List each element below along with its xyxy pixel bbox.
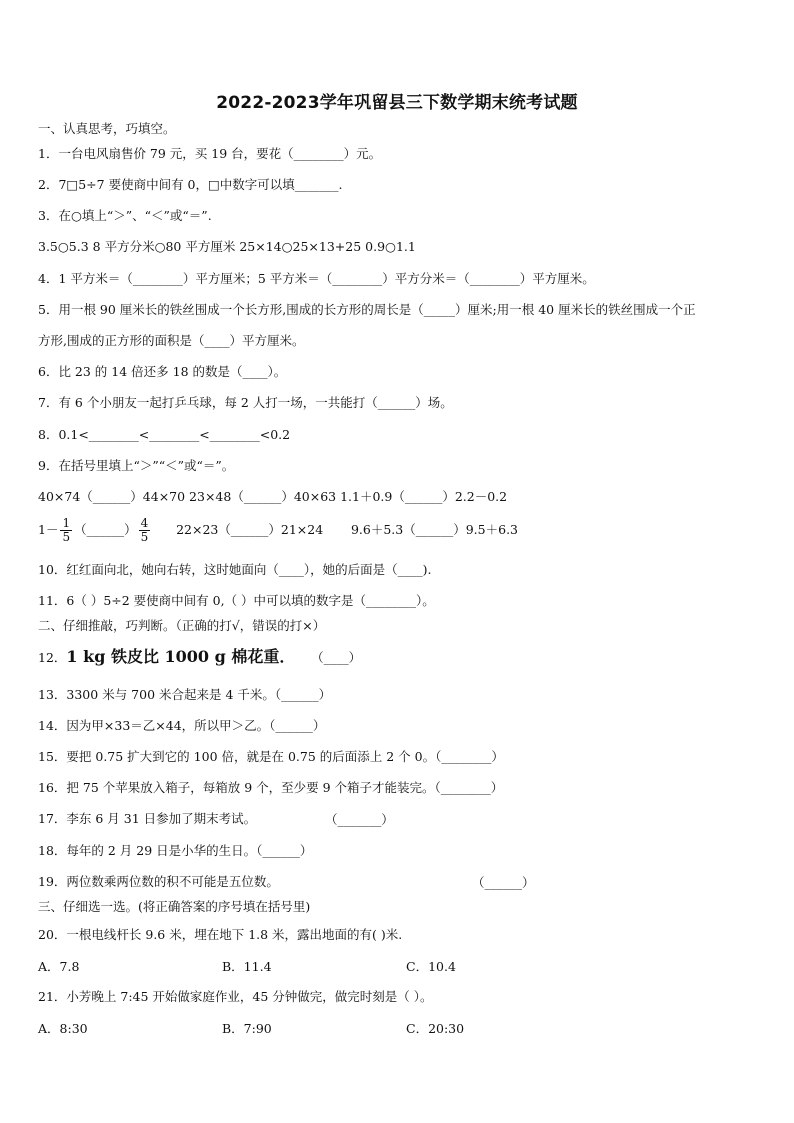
fraction-four-fifths: $\frac{4}{5}$	[140, 516, 149, 544]
question-17-blank: （_______）	[325, 812, 394, 827]
question-3: 3．在○填上“＞”、“＜”或“＝”.	[38, 208, 212, 223]
question-4: 4．1 平方米＝（________）平方厘米；5 平方米＝（________）平方分米＝（________）平方厘米。	[38, 271, 595, 286]
question-21-option-b: B．7:90	[222, 1021, 272, 1036]
question-9-row-2	[38, 515, 518, 545]
question-1: 1．一台电风扇售价 79 元，买 19 台，要花（________）元。	[38, 146, 382, 161]
question-21: 21．小芳晚上 7:45 开始做家庭作业，45 分钟做完，做完时刻是（ ）。	[38, 989, 433, 1004]
question-14: 14．因为甲×33＝乙×44，所以甲＞乙。（______）	[38, 718, 326, 733]
question-20-option-c: C．10.4	[406, 959, 456, 974]
fraction-lead: 1－	[38, 522, 59, 537]
question-2: 2．7□5÷7 要使商中间有 0，□中数字可以填_______.	[38, 177, 343, 192]
question-20: 20．一根电线杆长 9.6 米，埋在地下 1.8 米，露出地面的有( )米.	[38, 927, 403, 942]
compare-blank: （______）	[74, 522, 137, 537]
fraction-one-fifth: $\frac{1}{5}$	[62, 516, 71, 544]
question-12-blank: （____）	[317, 650, 362, 665]
question-15: 15．要把 0.75 扩大到它的 100 倍，就是在 0.75 的后面添上 2 个 0。（________）	[38, 749, 504, 764]
question-21-option-a: A．8:30	[38, 1021, 88, 1036]
section-3-heading: 三、仔细选一选。(将正确答案的序号填在括号里)	[38, 899, 311, 914]
question-13: 13．3300 米与 700 米合起来是 4 千米。（______）	[38, 687, 332, 702]
section-1-heading: 一、认真思考，巧填空。	[38, 121, 176, 136]
question-19-blank: （______）	[472, 875, 535, 890]
question-9: 9．在括号里填上“＞”“＜”或“＝”。	[38, 458, 235, 473]
question-10: 10．红红面向北，她向右转，这时她面向（____），她的后面是（____).	[38, 562, 432, 577]
question-3-items: 3.5○5.3 8 平方分米○80 平方厘米 25×14○25×13+25 0.9○1.1	[38, 239, 416, 254]
question-19: 19．两位数乘两位数的积不可能是五位数。	[38, 874, 279, 889]
question-9-row-1: 40×74（______）44×70 23×48（______）40×63 1.1＋0.9（______）2.2－0.2	[38, 489, 508, 504]
question-12-text: 1 kg 铁皮比 1000 g 棉花重．	[66, 647, 296, 666]
question-18: 18．每年的 2 月 29 日是小华的生日。（______）	[38, 843, 313, 858]
question-21-option-c: C．20:30	[406, 1021, 465, 1036]
section-2-heading: 二、仔细推敲，巧判断。（正确的打√，错误的打×）	[38, 618, 326, 633]
question-5-line-2: 方形,围成的正方形的面积是（____）平方厘米。	[38, 333, 305, 348]
question-8: 8．0.1<________<________<________<0.2	[38, 427, 291, 442]
question-16: 16．把 75 个苹果放入箱子，每箱放 9 个，至少要 9 个箱子才能装完。（________）	[38, 780, 504, 795]
page-title: 2022-2023学年巩留县三下数学期末统考试题	[216, 93, 578, 113]
question-12	[38, 648, 361, 667]
question-5-line-1: 5．用一根 90 厘米长的铁丝围成一个长方形,围成的长方形的周长是（_____）厘米;用一根 40 厘米长的铁丝围成一个正	[38, 302, 696, 317]
question-12-number: 12．	[38, 650, 67, 665]
question-9-row-2-rest: 22×23（______）21×24 9.6＋5.3（______）9.5＋6.3	[152, 522, 518, 537]
question-20-option-b: B．11.4	[222, 959, 272, 974]
question-7: 7．有 6 个小朋友一起打乒乓球，每 2 人打一场，一共能打（______）场。	[38, 395, 453, 410]
question-20-option-a: A．7.8	[38, 959, 80, 974]
question-6: 6．比 23 的 14 倍还多 18 的数是（____）。	[38, 364, 287, 379]
question-11: 11．6（ ）5÷2 要使商中间有 0,（ ）中可以填的数字是（________）。	[38, 593, 435, 608]
question-17: 17．李东 6 月 31 日参加了期末考试。	[38, 811, 257, 826]
